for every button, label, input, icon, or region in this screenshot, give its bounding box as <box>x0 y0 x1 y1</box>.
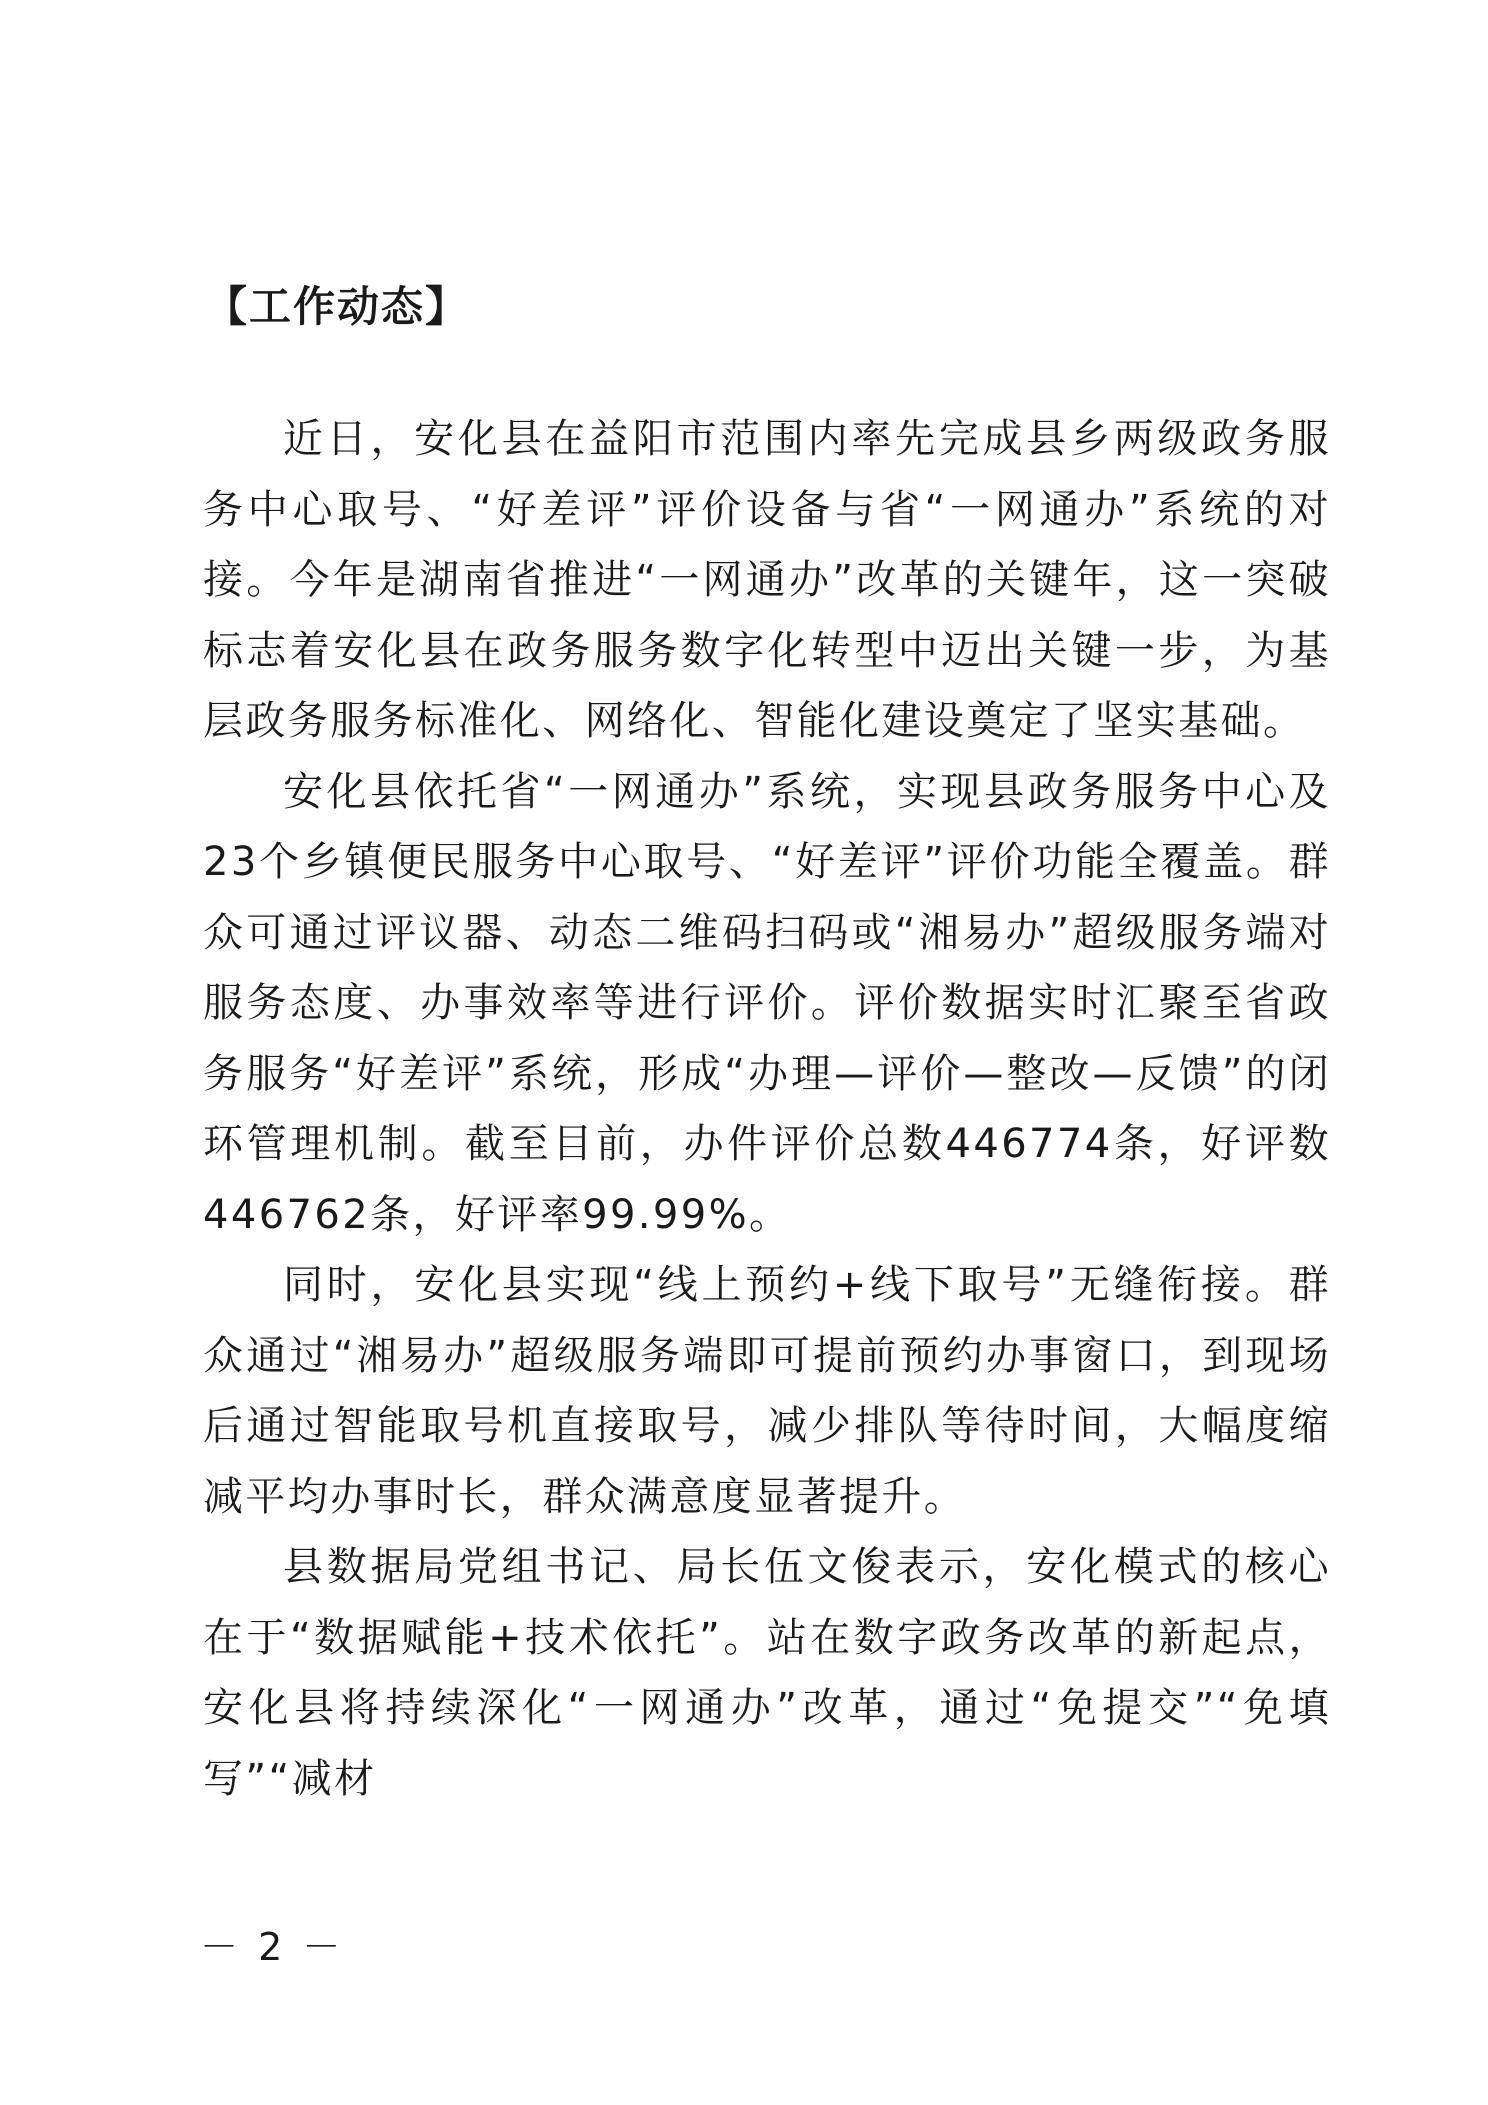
paragraph-intro: 近日，安化县在益阳市范围内率先完成县乡两级政务服务中心取号、“好差评”评价设备与省“一网通办”系统的对接。今年是湖南省推进“一网通办”改革的关键年，这一突破标志着安化县在政务服务数字化转型中迈出关键一步，为基层政务服务标准化、网络化、智能化建设奠定了坚实基础。 <box>203 416 1331 744</box>
page-number: － 2 － <box>200 1925 345 1969</box>
article-body <box>203 404 1331 1814</box>
paragraph-evaluation: 安化县依托省“一网通办”系统，实现县政务服务中心及23个乡镇便民服务中心取号、“好差评”评价功能全覆盖。群众可通过评议器、动态二维码扫码或“湘易办”超级服务端对服务态度、办事效率等进行评价。评价数据实时汇聚至省政务服务“好差评”系统，形成“办理—评价—整改—反馈”的闭环管理机制。截至目前，办件评价总数446774条，好评数446762条，好评率99.99%。 <box>203 768 1331 1238</box>
section-title: 【工作动态】 <box>205 282 470 331</box>
paragraph-appointment: 同时，安化县实现“线上预约+线下取号”无缝衔接。群众通过“湘易办”超级服务端即可提前预约办事窗口，到现场后通过智能取号机直接取号，减少排队等待时间，大幅度缩减平均办事时长，群众满意度显著提升。 <box>203 1262 1331 1520</box>
paragraph-statement: 县数据局党组书记、局长伍文俊表示，安化模式的核心在于“数据赋能+技术依托”。站在数字政务改革的新起点，安化县将持续深化“一网通办”改革，通过“免提交”“免填写”“减材 <box>203 1544 1331 1802</box>
